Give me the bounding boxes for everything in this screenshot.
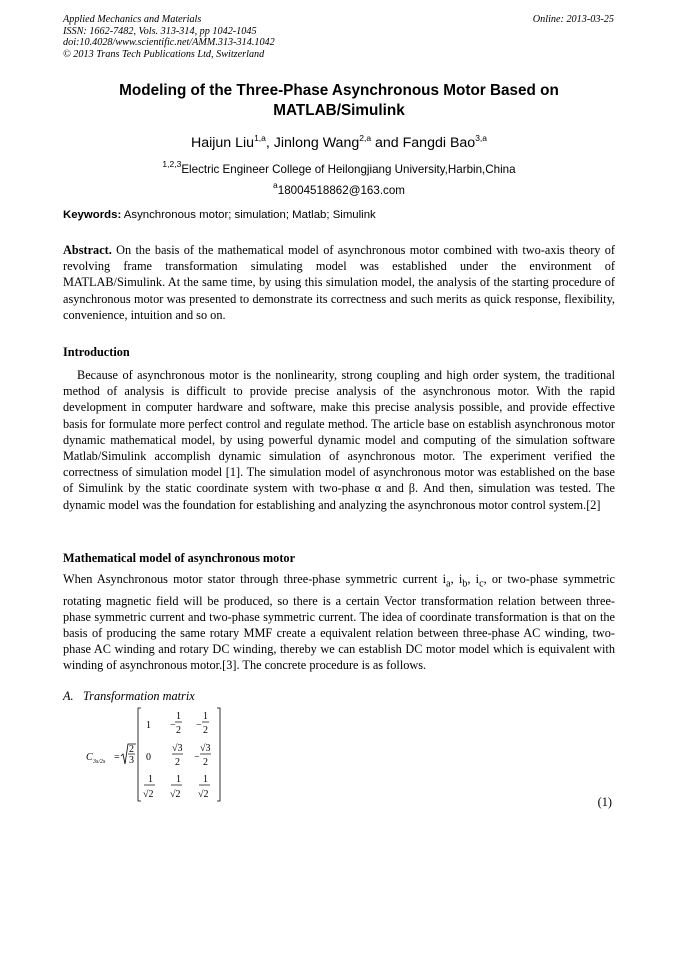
keywords	[63, 208, 615, 222]
minus-sign: −	[196, 720, 202, 731]
left-bracket	[138, 708, 141, 801]
eq-equals: =	[114, 752, 120, 763]
section-heading-introduction: Introduction	[63, 345, 130, 359]
affiliation-mark: 1,2,3	[162, 159, 182, 169]
author-list	[63, 129, 615, 152]
matrix-entry: 1	[146, 720, 151, 731]
subscript: b	[462, 578, 468, 590]
introduction-paragraph: Because of asynchronous motor is the nonlinearity, strong coupling and high order system, the traditional method of analysis is difficult to provide precise analysis of the asynchronous motor. With the rapid development in computer hardware and software, make this precise analysis possible, and provide effective basis for formulate more perfect control and regulate method. The article base on establish asynchronous motor dynamic mathematical model, by using powerful dynamic model and computing of the simulation software Matlab/Simulink accomplish dynamic simulation of asynchronous motor. The experiment verified the correctness of simulation model [1]. The simulation model of asynchronous motor was established on the base of Simulink by the static coordinate system with two-phase α and β. And then, simulation was tested. The dynamic model was the foundation for establishing and analyzing the asynchronous motor control system.[2]	[63, 368, 615, 512]
email-text: 18004518862@163.com	[277, 184, 405, 197]
author-email	[63, 178, 615, 198]
paper-title	[63, 81, 615, 121]
online-date: Online: 2013-03-25	[532, 14, 614, 25]
keywords-label: Keywords:	[63, 209, 122, 221]
issn-line: ISSN: 1662-7482, Vols. 313-314, pp 1042-1045	[63, 25, 257, 37]
doi-line: doi:10.4028/www.scientific.net/AMM.313-314.1042	[63, 37, 275, 49]
text-segment: , i	[450, 572, 463, 586]
eq-lhs-sub: 3s/2s	[93, 759, 106, 765]
frac-num: √3	[200, 743, 211, 754]
frac-den: √2	[143, 789, 154, 800]
coef-numerator: 2	[129, 744, 134, 755]
frac-num: 1	[176, 774, 181, 785]
author-affil-mark: 3,a	[475, 133, 488, 143]
author-name: Jinlong Wang	[273, 135, 360, 151]
abstract-text: On the basis of the mathematical model of asynchronous motor combined with two-axis theory of revolving frame transformation simulating model was established under the environment of MATLAB/Simulink. At the same time, by using this simulation model, the analysis of the starting procedure of asynchronous motor was presented to demonstrate its correctness and such merits as quick response, flexibility, convenience, intuition and so on.	[63, 243, 615, 322]
math-model-paragraph	[63, 571, 615, 674]
frac-num: √3	[172, 743, 183, 754]
frac-den: 2	[203, 757, 208, 768]
keywords-text: Asynchronous motor; simulation; Matlab; Simulink	[121, 209, 376, 221]
section-heading-math-model: Mathematical model of asynchronous motor	[63, 551, 296, 565]
subsection-label: A.	[63, 689, 74, 703]
frac-den: 2	[176, 725, 181, 736]
frac-den: 2	[175, 757, 180, 768]
author-affil-mark: 1,a	[254, 133, 266, 143]
right-bracket	[217, 708, 220, 801]
frac-num: 1	[203, 774, 208, 785]
affiliation	[63, 157, 615, 177]
author-name: Fangdi Bao	[402, 135, 476, 151]
abstract	[63, 242, 615, 323]
email-mark: a	[273, 180, 278, 190]
subscript: c	[479, 578, 484, 590]
text-segment: , or two-phase symmetric rotating magnetic field will be produced, so there is a certain Vector transformation relation between three-phase symmetric current and two-phase symmetric current. The idea of coordinate transformation is that on the basis of producing the same rotary MMF create a equivalent relation between three-phase AC winding, two-phase AC winding and rotary DC winding, thereby we can establish DC motor model which is equivalent with winding of asynchronous motor.[3]. The concrete procedure is as follows.	[63, 572, 615, 673]
matrix-entry: 0	[146, 752, 151, 763]
subsection-title: Transformation matrix	[83, 689, 195, 703]
journal-header	[63, 14, 275, 60]
minus-sign: −	[170, 720, 176, 731]
equation-number: (1)	[597, 795, 612, 809]
journal-name: Applied Mechanics and Materials	[63, 14, 202, 25]
eq-lhs: C	[86, 752, 93, 763]
transformation-matrix-equation	[84, 704, 234, 806]
title-line-2: MATLAB/Simulink	[273, 102, 405, 119]
author-separator: ,	[265, 135, 274, 151]
text-segment: , i	[467, 572, 480, 586]
author-affil-mark: 2,a	[359, 133, 372, 143]
author-name: Haijun Liu	[190, 135, 255, 151]
copyright-line: © 2013 Trans Tech Publications Ltd, Switzerland	[63, 48, 265, 60]
minus-sign: −	[194, 752, 200, 763]
subsection-heading	[63, 689, 195, 704]
affiliation-text: Electric Engineer College of Heilongjiang University,Harbin,China	[181, 163, 516, 176]
frac-num: 1	[176, 711, 181, 722]
frac-num: 1	[148, 774, 153, 785]
text-segment: When Asynchronous motor stator through three-phase symmetric current i	[63, 572, 447, 586]
frac-den: √2	[198, 789, 209, 800]
abstract-label: Abstract.	[63, 243, 112, 257]
subscript: a	[446, 578, 451, 590]
frac-num: 1	[203, 711, 208, 722]
frac-den: 2	[203, 725, 208, 736]
author-separator: and	[371, 135, 403, 151]
title-line-1: Modeling of the Three-Phase Asynchronous Motor Based on	[119, 82, 559, 99]
coef-denominator: 3	[129, 755, 134, 766]
frac-den: √2	[170, 789, 181, 800]
